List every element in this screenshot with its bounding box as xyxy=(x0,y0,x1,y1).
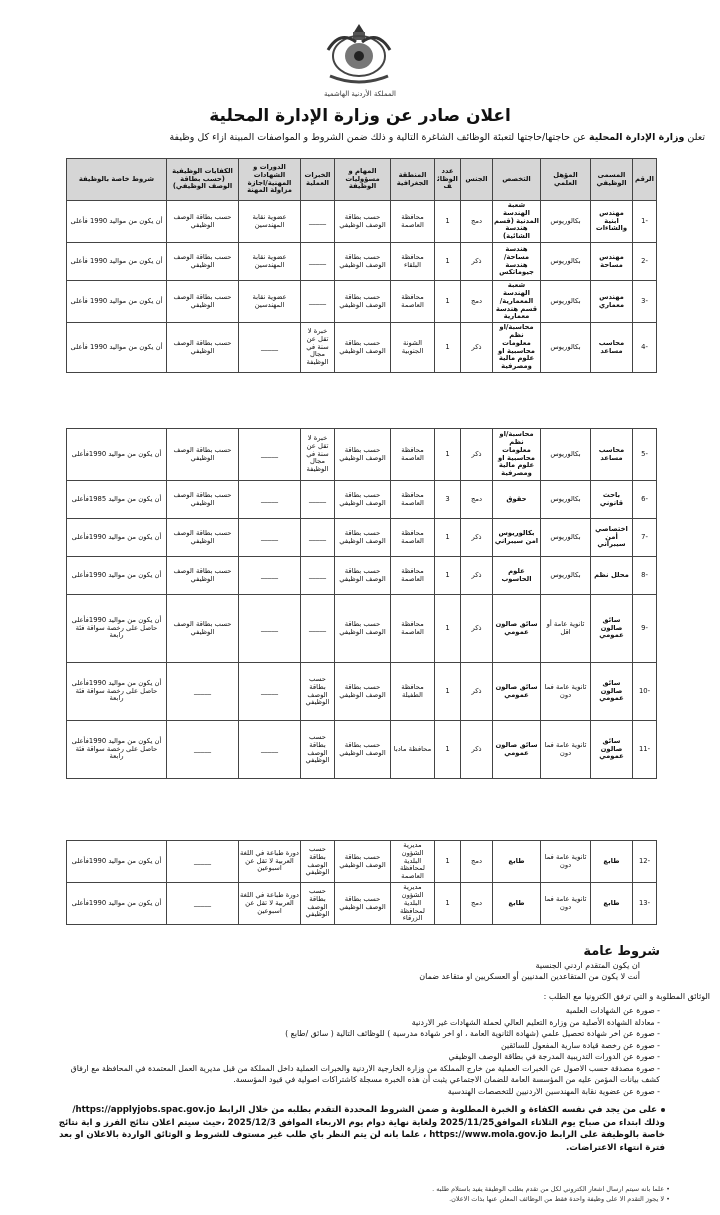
table-cell: شعبة الهندسة المعمارية/ قسم هندسة معمارية xyxy=(493,281,541,323)
table-cell: محافظة العاصمة xyxy=(391,429,435,481)
table-cell: ثانوية عامة أو اقل xyxy=(541,595,591,663)
table-cell: 1 xyxy=(435,519,461,557)
table-cell: محافظة العاصمة xyxy=(391,281,435,323)
table-cell: حقوق xyxy=(493,481,541,519)
table-cell: بكالوريوس امن سيبراني xyxy=(493,519,541,557)
table-cell: ذكر xyxy=(461,243,493,281)
column-header: الخبرات العملية xyxy=(301,159,335,201)
table-cell: محافظة العاصمة xyxy=(391,557,435,595)
column-header: المسمى الوظيفي xyxy=(591,159,633,201)
table-cell: دورة طباعة في اللغة العربية لا تقل عن اسبوعين xyxy=(239,841,301,883)
table-cell: ذكر xyxy=(461,557,493,595)
table-cell: محافظة العاصمة xyxy=(391,519,435,557)
table-cell: بكالوريوس xyxy=(541,481,591,519)
table-cell: سائق صالون عمومي xyxy=(493,595,541,663)
table-cell: أن يكون من مواليد 1990 فأعلى xyxy=(67,323,167,373)
table-row xyxy=(67,481,657,519)
jobs-table-part1 xyxy=(66,158,657,373)
table-cell: ثانوية عامة فما دون xyxy=(541,663,591,721)
table-cell: -8 xyxy=(633,557,657,595)
table-cell: _____ xyxy=(167,883,239,925)
table-cell: -5 xyxy=(633,429,657,481)
table-cell: _____ xyxy=(301,481,335,519)
table-cell: محاسبة/او نظم معلومات محاسبية او علوم مالية ومصرفية xyxy=(493,429,541,481)
table-cell: أن يكون من مواليد 1990فأعلى xyxy=(67,429,167,481)
table-cell: ذكر xyxy=(461,323,493,373)
table-cell: -3 xyxy=(633,281,657,323)
table-cell: حسب بطاقة الوصف الوظيفي xyxy=(335,429,391,481)
table-cell: _____ xyxy=(167,841,239,883)
table-cell: بكالوريوس xyxy=(541,281,591,323)
table-cell: طابع xyxy=(591,841,633,883)
table-cell: مديرية الشؤون البلدية لمحافظة العاصمة xyxy=(391,841,435,883)
list-item: - صورة عن عضوية نقابة المهندسين الاردنيين للتخصصات الهندسية xyxy=(447,1086,660,1096)
jobs-table-part3 xyxy=(66,840,657,925)
table-cell: مهندس معماري xyxy=(591,281,633,323)
table-cell: 1 xyxy=(435,841,461,883)
table-cell: _____ xyxy=(239,557,301,595)
table-cell: 1 xyxy=(435,243,461,281)
column-header: الدورات و الشهادات المهنية/اجازة مزاولة المهنة xyxy=(239,159,301,201)
table-cell: بكالوريوس xyxy=(541,557,591,595)
table-cell: حسب بطاقة الوصف الوظيفي xyxy=(335,595,391,663)
table-cell: حسب بطاقة الوصف الوظيفي xyxy=(335,663,391,721)
table-cell: سائق صالون عمومي xyxy=(591,595,633,663)
table-cell: حسب بطاقة الوصف الوظيفي xyxy=(335,323,391,373)
table-cell: -11 xyxy=(633,721,657,779)
table-cell: ذكر xyxy=(461,721,493,779)
table-cell: طابع xyxy=(493,841,541,883)
table-cell: حسب بطاقة الوصف الوظيفي xyxy=(335,841,391,883)
table-cell: -13 xyxy=(633,883,657,925)
table-cell: اختصاصي أمن سيبراني xyxy=(591,519,633,557)
table-cell: باحث قانوني xyxy=(591,481,633,519)
table-cell: أن يكون من مواليد 1990فأعلى xyxy=(67,841,167,883)
table-cell: حسب بطاقة الوصف الوظيفي xyxy=(335,721,391,779)
table-cell: بكالوريوس xyxy=(541,429,591,481)
table-cell: ثانوية عامة فما دون xyxy=(541,841,591,883)
list-item: • لا يجوز التقدم الا على وظيفة واحدة فقط من الوظائف المعلن عنها بذات الاعلان. xyxy=(449,1195,670,1203)
table-cell: دورة طباعة في اللغة العربية لا تقل عن اسبوعين xyxy=(239,883,301,925)
table-row xyxy=(67,595,657,663)
jordan-emblem-icon xyxy=(320,20,398,88)
table-cell: حسب بطاقة الوصف الوظيفي xyxy=(167,595,239,663)
list-item: أنت لا يكون من المتقاعدين المدنيين أو العسكريين او متقاعد ضمان xyxy=(419,972,640,981)
table-cell: _____ xyxy=(239,663,301,721)
table-cell: -7 xyxy=(633,519,657,557)
table-cell: _____ xyxy=(301,243,335,281)
table-row xyxy=(67,841,657,883)
table-cell: مديرية الشؤون البلدية لمحافظة الزرقاء xyxy=(391,883,435,925)
table-row xyxy=(67,281,657,323)
table-cell: عضوية نقابة المهندسين xyxy=(239,243,301,281)
table-cell: حسب بطاقة الوصف الوظيفي xyxy=(167,429,239,481)
table-cell: حسب بطاقة الوصف الوظيفي xyxy=(335,201,391,243)
table-cell: حسب بطاقة الوصف الوظيفي xyxy=(167,519,239,557)
column-header: المنطقة الجغرافية xyxy=(391,159,435,201)
table-cell: حسب بطاقة الوصف الوظيفي xyxy=(167,323,239,373)
column-header: الرقم xyxy=(633,159,657,201)
table-cell: حسب بطاقة الوصف الوظيفي xyxy=(301,883,335,925)
table-cell: دمج xyxy=(461,281,493,323)
table-cell: حسب بطاقة الوصف الوظيفي xyxy=(167,201,239,243)
table-cell: خبرة لا تقل عن سنة في مجال الوظيفة xyxy=(301,429,335,481)
table-cell: حسب بطاقة الوصف الوظيفي xyxy=(301,841,335,883)
table-cell: عضوية نقابة المهندسين xyxy=(239,281,301,323)
table-cell: 3 xyxy=(435,481,461,519)
table-cell: حسب بطاقة الوصف الوظيفي xyxy=(335,481,391,519)
list-item: ان يكون المتقدم اردني الجنسية xyxy=(535,961,640,970)
table-cell: بكالوريوس xyxy=(541,519,591,557)
table-cell: -12 xyxy=(633,841,657,883)
table-cell: أن يكون من مواليد 1985فأعلى xyxy=(67,481,167,519)
documents-list xyxy=(60,1005,660,1097)
table-cell: _____ xyxy=(301,519,335,557)
list-item: - صورة مصدقة حسب الاصول عن الخبرات العملية من خارج المملكة من وزارة الخارجية الاردنية والخبرات العملية داخل المملكة من قبل مديرية العمل المعتمدة في المحافظة مع ارفاق كشف بيانات المؤمن عليه من المؤسسة العامة للضمان الاجتماعي يثبت أن هذه الخبرة مسجلة كاشتراكات اصولية في قيود المؤسسة. xyxy=(70,1063,660,1084)
table-cell: -10 xyxy=(633,663,657,721)
table-cell: حسب بطاقة الوصف الوظيفي xyxy=(301,663,335,721)
kingdom-caption: المملكة الأردنية الهاشمية xyxy=(323,90,397,98)
table-cell: 1 xyxy=(435,721,461,779)
table-cell: -6 xyxy=(633,481,657,519)
table-row xyxy=(67,201,657,243)
table-cell: -9 xyxy=(633,595,657,663)
table-cell: علوم الحاسوب xyxy=(493,557,541,595)
column-header: شروط خاصة بالوظيفة xyxy=(67,159,167,201)
table-cell: أن يكون من مواليد 1990 فأعلى xyxy=(67,201,167,243)
table-cell: حسب بطاقة الوصف الوظيفي xyxy=(167,481,239,519)
table-row xyxy=(67,429,657,481)
table-cell: حسب بطاقة الوصف الوظيفي xyxy=(335,243,391,281)
table-cell: محاسبة/او نظم معلومات محاسبية او علوم مالية ومصرفية xyxy=(493,323,541,373)
table-cell: -1 xyxy=(633,201,657,243)
bullet-icon xyxy=(661,1108,665,1112)
table-cell: أن يكون من مواليد 1990فأعلى xyxy=(67,519,167,557)
column-header: المؤهل العلمي xyxy=(541,159,591,201)
table-cell: شعبة الهندسة المدنية (قسم هندسة الشائية) xyxy=(493,201,541,243)
table-row xyxy=(67,721,657,779)
list-item: - معادلة الشهادة الأصلية من وزارة التعليم العالي لحملة الشهادات غير الاردنية xyxy=(411,1017,660,1027)
table-cell: سائق صالون عمومي xyxy=(493,721,541,779)
table-row xyxy=(67,883,657,925)
general-conditions-title: شروط عامة xyxy=(583,944,660,959)
table-cell: 1 xyxy=(435,323,461,373)
table-cell: خبرة لا تقل عن سنة في مجال الوظيفة xyxy=(301,323,335,373)
table-cell: _____ xyxy=(301,595,335,663)
table-cell: ذكر xyxy=(461,663,493,721)
table-cell: أن يكون من مواليد 1990فأعلى حاصل على رخصة سواقة فئة رابعة xyxy=(67,721,167,779)
table-row xyxy=(67,557,657,595)
table-cell: حسب بطاقة الوصف الوظيفي xyxy=(335,519,391,557)
table-cell: _____ xyxy=(301,557,335,595)
table-cell: ذكر xyxy=(461,429,493,481)
column-header: الجنس xyxy=(461,159,493,201)
table-cell: ذكر xyxy=(461,519,493,557)
table-cell: دمج xyxy=(461,201,493,243)
table-cell: دمج xyxy=(461,883,493,925)
column-header: المهام و مسؤوليات الوظيفة xyxy=(335,159,391,201)
table-cell: هندسة مساحة/ هندسة جيوماتكس xyxy=(493,243,541,281)
table-row xyxy=(67,243,657,281)
jobs-table-part2 xyxy=(66,428,657,779)
table-cell: 1 xyxy=(435,201,461,243)
table-cell: طابع xyxy=(591,883,633,925)
table-cell: محافظة الطفيلة xyxy=(391,663,435,721)
table-cell: دمج xyxy=(461,481,493,519)
table-cell: بكالوريوس xyxy=(541,323,591,373)
list-item: - صورة عن رخصة قيادة سارية المفعول للسائقين xyxy=(501,1040,660,1050)
table-row xyxy=(67,663,657,721)
intro-text: تعلن وزارة الإدارة المحلية عن حاجتها/حاجتها لتعبئة الوظائف الشاغرة التالية و ذلك ضمن الشروط و المواصفات المبينة ازاء كل وظيفة xyxy=(169,132,705,143)
table-cell: ذكر xyxy=(461,595,493,663)
table-cell: _____ xyxy=(301,281,335,323)
table-cell: مهندس مساحة xyxy=(591,243,633,281)
table-row xyxy=(67,323,657,373)
table-cell: محافظة العاصمة xyxy=(391,481,435,519)
table-cell: _____ xyxy=(167,663,239,721)
table-cell: سائق صالون عمومي xyxy=(591,721,633,779)
table-cell: محافظة العاصمة xyxy=(391,201,435,243)
table-cell: أن يكون من مواليد 1990فأعلى xyxy=(67,883,167,925)
table-cell: أن يكون من مواليد 1990فأعلى حاصل على رخصة سواقة فئة رابعة xyxy=(67,663,167,721)
table-cell: _____ xyxy=(167,721,239,779)
table-cell: 1 xyxy=(435,281,461,323)
table-cell: محاسب مساعد xyxy=(591,429,633,481)
table-cell: حسب بطاقة الوصف الوظيفي xyxy=(335,883,391,925)
table-cell: _____ xyxy=(239,721,301,779)
table-cell: طابع xyxy=(493,883,541,925)
table-cell: 1 xyxy=(435,663,461,721)
footnotes xyxy=(200,1184,670,1204)
table-cell: بكالوريوس xyxy=(541,201,591,243)
list-item: - صورة عن الدورات التدريبية المدرجة في بطاقة الوصف الوظيفي xyxy=(448,1052,660,1061)
list-item: - صورة عن الشهادات العلمية xyxy=(565,1006,660,1015)
column-header: الكفايات الوظيفية (حسب بطاقة الوصف الوظيفي) xyxy=(167,159,239,201)
documents-intro: الوثائق المطلوبة و التي ترفق الكترونيا مع الطلب : xyxy=(543,992,710,1001)
table-cell: 1 xyxy=(435,429,461,481)
application-note: على من يجد في نفسه الكفاءة و الخبرة المطلوبة و ضمن الشروط المحددة التقدم بطلبه من خلال الرابط https://applyjobs.spac.gov.jo/ وذلك ابتداء من صباح يوم الثلاثاء الموافق2025/11/25 ولغاية نهاية دوام يوم الاربعاء الموافق 2025/12/3 ،حيث سيتم اعلان نتائج الفرز و اية نتائج خاصة بالوظيفة على الرابط https://www.mola.gov.jo ، علما بانه لن يتم النظر باي طلب غير مستوف للشروط و الوثائق الواردة بالاعلان او بعد فترة انتهاء الاعتراضات. xyxy=(58,1105,665,1153)
table-cell: ثانوية عامة فما دون xyxy=(541,883,591,925)
table-cell: 1 xyxy=(435,883,461,925)
table-row xyxy=(67,519,657,557)
table-cell: محاسب مساعد xyxy=(591,323,633,373)
table-cell: دمج xyxy=(461,841,493,883)
table-cell: _____ xyxy=(239,481,301,519)
page-title: اعلان صادر عن وزارة الإدارة المحلية xyxy=(209,106,511,126)
table-cell: _____ xyxy=(239,595,301,663)
table-cell: -4 xyxy=(633,323,657,373)
table-cell: محافظة البلقاء xyxy=(391,243,435,281)
column-header: التخصص xyxy=(493,159,541,201)
table-cell: _____ xyxy=(239,429,301,481)
table-cell: سائق صالون عمومي xyxy=(591,663,633,721)
column-header: عدد الوظائف xyxy=(435,159,461,201)
table-cell: -2 xyxy=(633,243,657,281)
table-cell: أن يكون من مواليد 1990فأعلى حاصل على رخصة سواقة فئة رابعة xyxy=(67,595,167,663)
table-cell: سائق صالون عمومي xyxy=(493,663,541,721)
table-cell: محافظة مادبا xyxy=(391,721,435,779)
table-cell: حسب بطاقة الوصف الوظيفي xyxy=(167,557,239,595)
general-conditions-list xyxy=(80,960,640,982)
table-cell: _____ xyxy=(239,323,301,373)
table-cell: 1 xyxy=(435,557,461,595)
table-cell: محافظة العاصمة xyxy=(391,595,435,663)
table-cell: أن يكون من مواليد 1990 فأعلى xyxy=(67,281,167,323)
table-cell: 1 xyxy=(435,595,461,663)
table-cell: مهندس ابنية والشاءات xyxy=(591,201,633,243)
table-cell: حسب بطاقة الوصف الوظيفي xyxy=(335,557,391,595)
table-cell: بكالوريوس xyxy=(541,243,591,281)
table-cell: ثانوية عامة فما دون xyxy=(541,721,591,779)
list-item: - صورة عن اخر شهادة تحصيل علمي (شهادة الثانوية العامة ، او اخر شهادة مدرسية ) للوظائف التالية ( سائق /طابع ) xyxy=(285,1029,660,1038)
table-cell: حسب بطاقة الوصف الوظيفي xyxy=(167,281,239,323)
table-cell: حسب بطاقة الوصف الوظيفي xyxy=(167,243,239,281)
table-cell: الشونة الجنوبية xyxy=(391,323,435,373)
table-cell: _____ xyxy=(239,519,301,557)
table-cell: محلل نظم xyxy=(591,557,633,595)
table-cell: _____ xyxy=(301,201,335,243)
table-cell: عضوية نقابة المهندسين xyxy=(239,201,301,243)
table-cell: حسب بطاقة الوصف الوظيفي xyxy=(335,281,391,323)
table-cell: أن يكون من مواليد 1990 فأعلى xyxy=(67,243,167,281)
list-item: • علما بانه سيتم ارسال اشعار الكتروني لكل من تقدم بطلب الوظيفة يفيد باستلام طلبه . xyxy=(432,1185,670,1193)
table-cell: حسب بطاقة الوصف الوظيفي xyxy=(301,721,335,779)
table-cell: أن يكون من مواليد 1990فأعلى xyxy=(67,557,167,595)
